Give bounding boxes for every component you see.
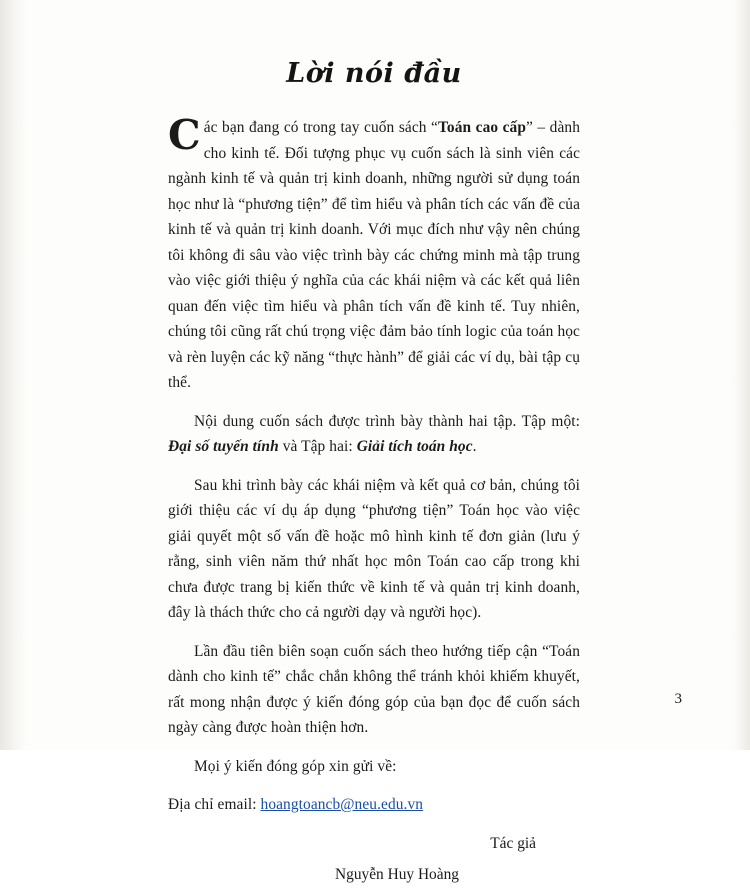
book-title-emphasis: Toán cao cấp [437, 119, 527, 136]
paragraph-5: Mọi ý kiến đóng góp xin gửi về: [194, 757, 397, 775]
signature-block [168, 830, 580, 888]
page-number: 3 [674, 691, 682, 707]
email-address-link[interactable]: hoangtoancb@neu.edu.vn [260, 796, 424, 813]
email-line [168, 792, 580, 818]
drop-cap: C [168, 111, 201, 159]
signature-name: Nguyễn Huy Hoàng [335, 865, 459, 883]
paragraph-1 [168, 111, 580, 396]
paragraph-1-text-a: ác bạn đang có trong tay cuốn sách “ [203, 119, 438, 136]
paragraph-1-text-b: ” – dành cho kinh tế. Đối tượng phục vụ cuốn sách là sinh viên các ngành kinh tế và quản trị kinh doanh, những người sử dụng toán học như là “phương tiện” để tìm hiểu và phân tích các vấn đề của kinh tế và quản trị kinh doanh. Với mục đích như vậy nên chúng tôi không đi sâu vào việc trình bày các chứng minh mà tập trung vào việc giới thiệu ý nghĩa của các khái niệm và các kết quả liên quan đến việc tìm hiểu và phân tích vấn đề kinh tế. Tuy nhiên, chúng tôi cũng rất chú trọng việc đảm bảo tính logic của toán học và rèn luyện các kỹ năng “thực hành” để giải các ví dụ, bài tập cụ thể. [168, 119, 580, 391]
volume-two-title: Giải tích toán học [356, 438, 473, 455]
page-title: Lời nói đầu [286, 58, 462, 89]
paragraph-2-text-a: Nội dung cuốn sách được trình bày thành hai tập. Tập một: [194, 412, 580, 430]
page-content [168, 58, 580, 888]
paragraph-2-text-c: . [472, 438, 477, 455]
paragraph-4: Lần đầu tiên biên soạn cuốn sách theo hướng tiếp cận “Toán dành cho kinh tế” chắc chắn không thể tránh khỏi khiếm khuyết, rất mong nhận được ý kiến đóng góp của bạn đọc để cuốn sách ngày càng được hoàn thiện hơn. [168, 642, 580, 736]
email-label: Địa chỉ email: [168, 796, 261, 813]
paragraph-2 [168, 409, 580, 460]
volume-one-title: Đại số tuyến tính [168, 438, 279, 455]
signature-role: Tác giả [490, 834, 536, 852]
paragraph-2-text-b: và Tập hai: [278, 438, 357, 455]
paragraph-3: Sau khi trình bày các khái niệm và kết quả cơ bản, chúng tôi giới thiệu các ví dụ áp dụng “phương tiện” Toán học vào việc giải quyết một số vấn đề hoặc mô hình kinh tế đơn giản (lưu ý rằng, sinh viên năm thứ nhất học môn Toán cao cấp trong khi chưa được trang bị kiến thức về kinh tế và quản trị kinh doanh, đây là thách thức cho cả người dạy và người học). [168, 476, 580, 621]
